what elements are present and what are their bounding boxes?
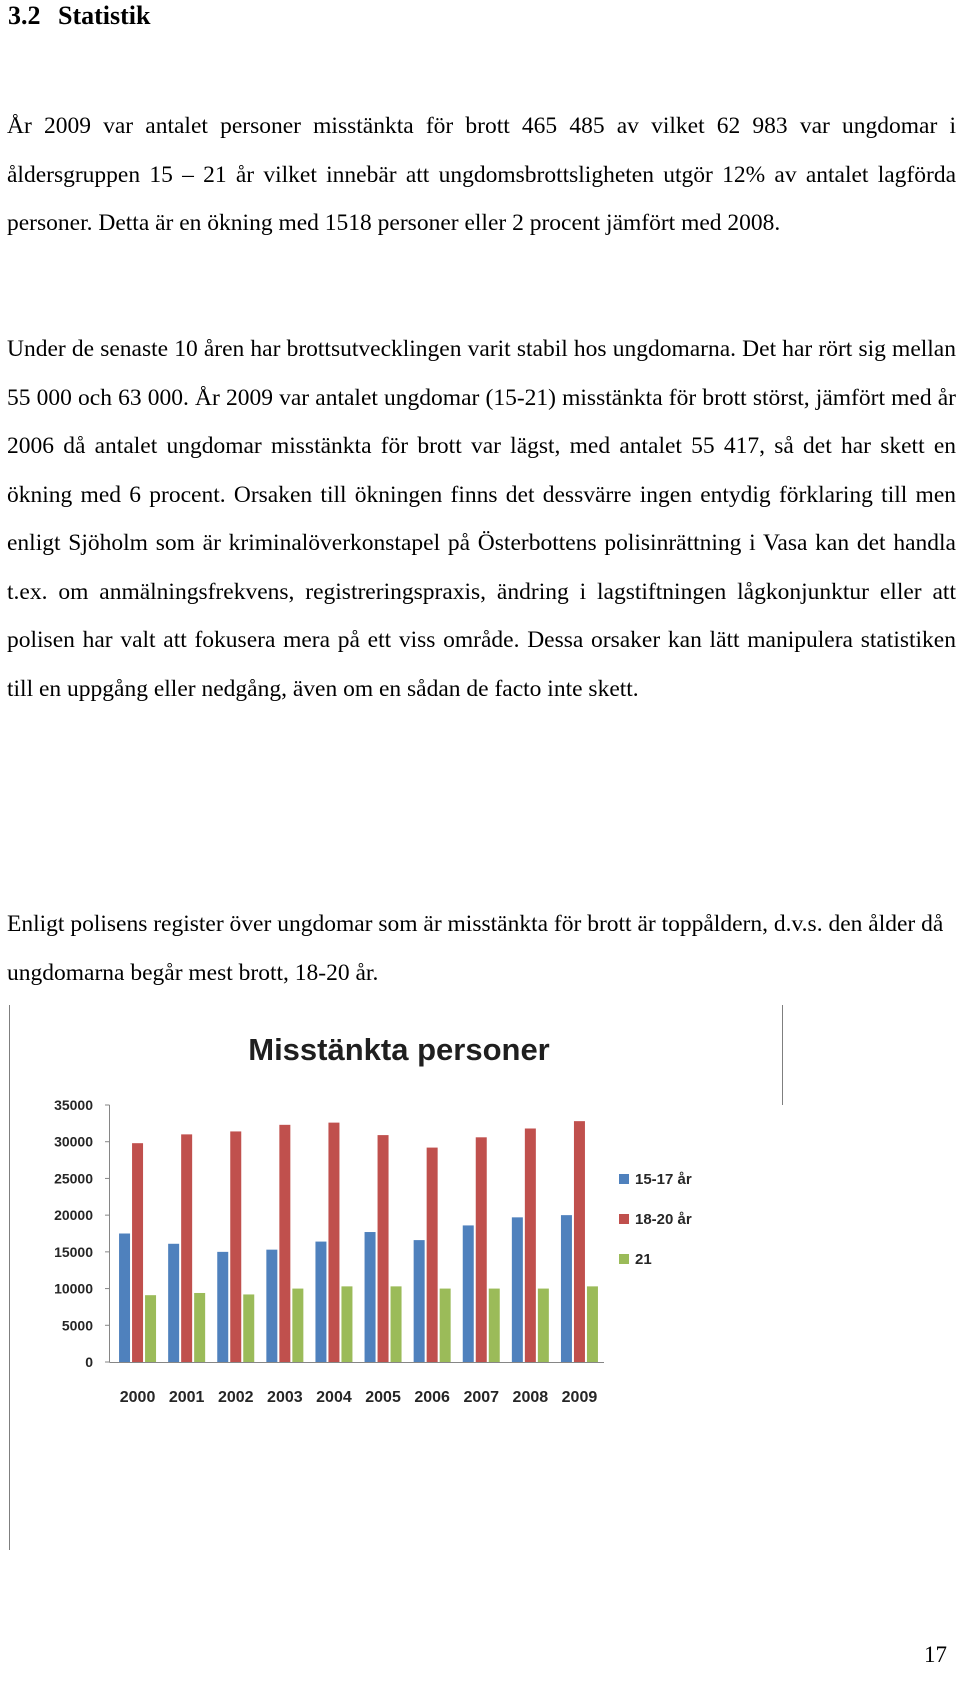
legend-label: 15-17 år <box>635 1171 692 1188</box>
x-tick-label: 2004 <box>316 1389 352 1406</box>
y-tick-label: 5000 <box>61 1317 93 1334</box>
section-number: 3.2 <box>8 1 41 30</box>
bar-2002-1 <box>217 1252 228 1362</box>
legend-swatch <box>619 1254 629 1264</box>
paragraph-2: Under de senaste 10 åren har brottsutvecklingen varit stabil hos ungdomarna. Det har rört sig mellan 55 000 och 63 000. År 2009 var antalet ungdomar (15-21) misstänkta för brott störst, jämfört med år 2006 då antalet ungdomar misstänkta för brott var lägst, med antalet 55 417, så det har skett en ökning med 6 procent. Orsaken till ökningen finns det dessvärre ingen entydig förklaring till men enligt Sjöholm som är kriminalöverkonstapel på Österbottens polisinrättning i Vasa kan det handla t.ex. om anmälningsfrekvens, registreringspraxis, ändring i lagstiftningen lågkonjunktur eller att polisen har valt att fokusera mera på ett viss område. Dessa orsaker kan lätt manipulera statistiken till en uppgång eller nedgång, även om en sådan de facto inte skett. <box>7 336 956 702</box>
bar-2003-3 <box>292 1289 303 1362</box>
bar-2000-3 <box>145 1295 156 1362</box>
bar-2001-3 <box>194 1293 205 1362</box>
legend-swatch <box>619 1214 629 1224</box>
bar-2008-3 <box>538 1289 549 1362</box>
y-tick-label: 35000 <box>54 1097 93 1113</box>
x-tick-label: 2006 <box>414 1389 450 1406</box>
x-tick-label: 2008 <box>512 1389 549 1406</box>
y-tick-label: 15000 <box>54 1243 93 1260</box>
legend-swatch <box>619 1174 629 1184</box>
bar-2004-1 <box>315 1242 326 1362</box>
bar-2008-1 <box>512 1217 523 1362</box>
bar-2001-2 <box>181 1134 192 1362</box>
bar-2005-3 <box>391 1286 402 1362</box>
x-tick-label: 2002 <box>217 1389 254 1406</box>
bar-2002-3 <box>243 1294 254 1362</box>
section-heading <box>8 0 150 32</box>
bar-2000-1 <box>119 1234 130 1363</box>
paragraph-3: Enligt polisens register över ungdomar som är misstänkta för brott är toppåldern, d.v.s. den ålder då ungdomarna begår mest brott, 18-20 år. <box>7 911 944 986</box>
bar-2006-3 <box>440 1289 451 1362</box>
bar-2005-2 <box>378 1135 389 1362</box>
y-tick-label: 0 <box>85 1354 93 1370</box>
bar-2006-1 <box>414 1240 425 1362</box>
y-tick-label: 25000 <box>54 1170 93 1187</box>
x-tick-label: 2001 <box>168 1389 205 1406</box>
bar-2003-2 <box>279 1125 290 1362</box>
bar-2006-2 <box>427 1148 438 1362</box>
bar-2009-3 <box>587 1286 598 1362</box>
y-tick-label: 10000 <box>54 1280 93 1297</box>
bar-2002-2 <box>230 1131 241 1362</box>
y-tick-label: 30000 <box>54 1133 93 1150</box>
paragraph-1: År 2009 var antalet personer misstänkta för brott 465 485 av vilket 62 983 var ungdomar i åldersgruppen 15 – 21 år vilket innebär att ungdomsbrottsligheten utgör 12% av antalet lagförda personer. Detta är en ökning med 1518 personer eller 2 procent jämfört med 2008. <box>7 113 956 236</box>
bar-chart <box>9 1005 783 1550</box>
chart-title: Misstänkta personer <box>248 1032 550 1067</box>
bar-2003-1 <box>266 1250 277 1362</box>
bar-2007-2 <box>476 1137 487 1362</box>
bar-2007-3 <box>489 1289 500 1362</box>
bar-2000-2 <box>132 1143 143 1362</box>
x-tick-label: 2005 <box>365 1389 401 1406</box>
x-tick-label: 2000 <box>119 1389 156 1406</box>
x-tick-label: 2009 <box>561 1389 598 1406</box>
chart-svg <box>9 1005 783 1550</box>
bar-2005-1 <box>365 1232 376 1362</box>
bar-2004-3 <box>341 1286 352 1362</box>
x-tick-label: 2003 <box>267 1389 303 1406</box>
legend-label: 18-20 år <box>635 1211 692 1228</box>
bar-2004-2 <box>328 1123 339 1362</box>
page-number: 17 <box>924 1642 947 1667</box>
legend-label: 21 <box>635 1251 652 1268</box>
bar-2008-2 <box>525 1128 536 1362</box>
section-title: Statistik <box>58 1 151 30</box>
x-tick-label: 2007 <box>463 1389 500 1406</box>
bar-2009-2 <box>574 1121 585 1362</box>
bar-2001-1 <box>168 1244 179 1362</box>
y-tick-label: 20000 <box>54 1207 93 1224</box>
bar-2007-1 <box>463 1225 474 1362</box>
bar-2009-1 <box>561 1215 572 1362</box>
